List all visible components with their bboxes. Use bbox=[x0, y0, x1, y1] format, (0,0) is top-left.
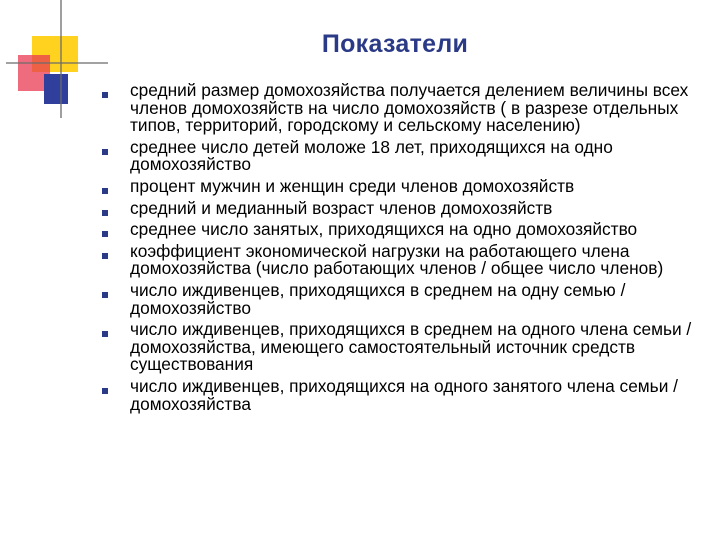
list-item bbox=[98, 321, 708, 374]
indicator-list bbox=[98, 82, 708, 417]
slide-title: Показатели bbox=[321, 30, 469, 58]
square-bullet-icon bbox=[102, 188, 108, 194]
list-item-text: число иждивенцев, приходящихся в среднем на одну семью / домохозяйство bbox=[130, 279, 626, 318]
square-bullet-icon bbox=[102, 388, 108, 394]
list-item bbox=[98, 221, 708, 239]
list-item-text: коэффициент экономической нагрузки на работающего члена домохозяйства (число работающих членов / общее число членов) bbox=[130, 240, 664, 279]
list-item bbox=[98, 175, 708, 196]
list-item bbox=[98, 375, 708, 414]
square-bullet-icon bbox=[102, 210, 108, 216]
list-item bbox=[98, 197, 708, 218]
list-item bbox=[98, 82, 708, 135]
list-item-text: число иждивенцев, приходящихся на одного занятого члена семьи / домохозяйства bbox=[130, 375, 678, 414]
square-bullet-icon bbox=[102, 331, 108, 337]
decorative-squares bbox=[0, 0, 110, 120]
list-item-text: средний размер домохозяйства получается делением величины всех членов домохозяйств на число домохозяйств ( в разрезе отдельных типов, территорий, городскому и сельскому населению) bbox=[130, 80, 689, 136]
list-item-text: число иждивенцев, приходящихся в среднем на одного члена семьи / домохозяйства, имеющего самостоятельный источник средств существования bbox=[130, 319, 692, 375]
square-bullet-icon bbox=[102, 253, 108, 259]
square-bullet-icon bbox=[102, 292, 108, 298]
list-item-text: среднее число занятых, приходящихся на одно домохозяйство bbox=[130, 219, 638, 240]
square-bullet-icon bbox=[102, 92, 108, 98]
list-item-text: среднее число детей моложе 18 лет, приходящихся на одно домохозяйство bbox=[130, 136, 613, 175]
list-item-text: процент мужчин и женщин среди членов домохозяйств bbox=[130, 175, 575, 196]
square-bullet-icon bbox=[102, 149, 108, 155]
list-item bbox=[98, 279, 708, 318]
list-item bbox=[98, 240, 708, 279]
list-item bbox=[98, 136, 708, 175]
square-bullet-icon bbox=[102, 231, 108, 237]
blue-square bbox=[44, 74, 68, 104]
list-item-text: средний и медианный возраст членов домохозяйств bbox=[130, 197, 553, 218]
